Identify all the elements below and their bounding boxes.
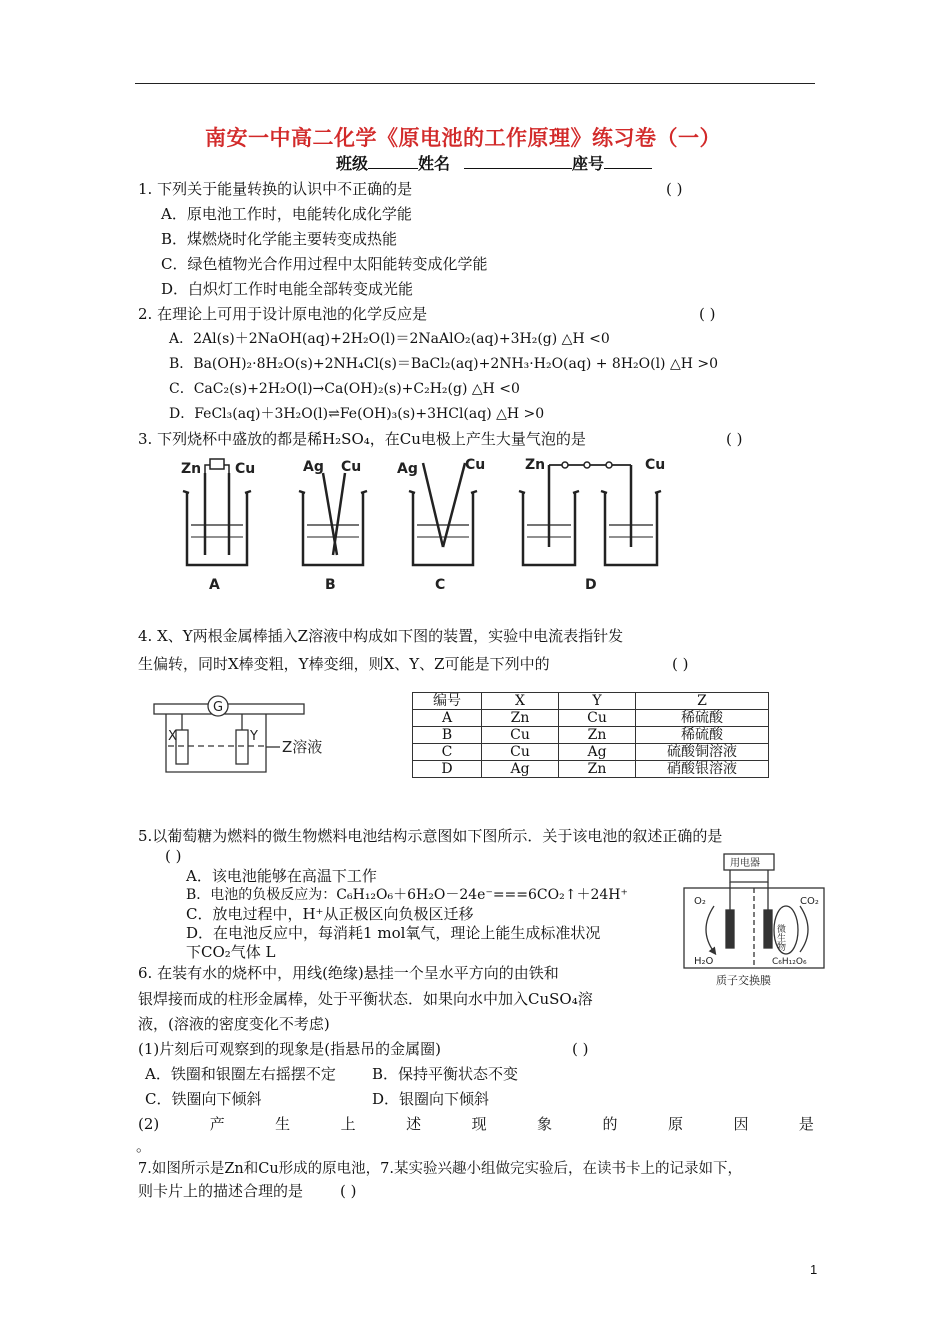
q6-option-c: C．铁圈向下倾斜 [145,1090,262,1108]
q6-sub2-word: 生 [275,1115,291,1133]
table-header-cell: X [482,693,559,710]
table-row [413,727,769,744]
q6-sub2-word: (2) [138,1115,160,1133]
q2-answer-paren[interactable]: ( ) [699,305,716,323]
q2-option-a: A．2Al(s)＋2NaOH(aq)+2H₂O(l)＝2NaAlO₂(aq)+3H₂(g) △H <0 [169,331,610,347]
q5-option-d-cont: 下CO₂气体 L [186,943,276,961]
q6-sub2-word: 是 [798,1115,814,1133]
q4-galvanometer-figure [150,692,350,778]
table-cell: Cu [482,727,559,744]
q6-sub2-word: 因 [733,1115,749,1133]
q6-stem-line1: 6. 在装有水的烧杯中，用线(绝缘)悬挂一个呈水平方向的由铁和 [138,964,559,982]
q5-answer-paren[interactable]: ( ) [165,847,182,865]
beaker-c-electrode-2: Cu [465,457,486,473]
table-cell: Cu [559,710,636,727]
beaker-d-label: D [585,577,597,593]
table-cell: A [413,710,482,727]
beaker-c-label: C [435,577,446,593]
table-cell: 硫酸铜溶液 [636,744,769,761]
h2o-label: H₂O [694,956,714,967]
electrode-y-label: Y [250,729,258,744]
q6-option-d: D．银圈向下倾斜 [372,1090,490,1108]
beaker-a-label: A [209,577,220,593]
table-cell: Zn [482,710,559,727]
z-solution-label: Z溶液 [282,738,323,756]
table-cell: Ag [559,744,636,761]
q6-sub2-word: 现 [471,1115,487,1133]
beaker-d-electrode-2: Cu [645,457,666,473]
q7-answer-paren[interactable]: ( ) [340,1182,357,1200]
q5-option-c: C．放电过程中，H⁺从正极区向负极区迁移 [186,905,474,923]
q2-option-d: D．FeCl₃(aq)＋3H₂O(l)⇌Fe(OH)₃(s)+3HCl(aq) △H >0 [169,406,545,422]
beaker-d [519,462,661,565]
q5-fuel-cell-figure [680,852,830,992]
q6-option-b: B．保持平衡状态不变 [372,1065,519,1083]
q6-sub2-word: 的 [602,1115,618,1133]
seat-blank[interactable] [604,154,652,169]
table-cell: Ag [482,761,559,778]
galvanometer-g-label: G [213,700,224,715]
name-label: 姓名 [418,154,451,173]
glucose-label: C₆H₁₂O₆ [772,957,807,967]
q6-stem-line3: 液，(溶液的密度变化不考虑) [138,1015,330,1033]
table-header-cell: Z [636,693,769,710]
q6-sub2-word: 象 [537,1115,553,1133]
beaker-b-electrode-2: Cu [341,459,362,475]
o2-label: O₂ [694,896,706,907]
class-label: 班级 [336,154,369,173]
q4-stem-line2: 生偏转，同时X棒变粗，Y棒变细，则X、Y、Z可能是下列中的 [138,655,550,673]
table-cell: Zn [559,761,636,778]
q7-stem-line1: 7.如图所示是Zn和Cu形成的原电池，7.某实验兴趣小组做完实验后，在读书卡上的记录如下， [138,1161,743,1177]
q4-stem-line1: 4. X、Y两根金属棒插入Z溶液中构成如下图的装置，实验中电流表指针发 [138,627,624,645]
membrane-label: 质子交换膜 [716,974,771,987]
q3-stem: 3. 下列烧杯中盛放的都是稀H₂SO₄，在Cu电极上产生大量气泡的是 [138,430,586,448]
q2-stem: 2. 在理论上可用于设计原电池的化学反应是 [138,305,428,323]
electrode-x-label: X [168,729,177,744]
name-blank[interactable] [464,154,572,169]
table-cell: Cu [482,744,559,761]
q4-options-table [412,692,769,778]
q1-option-d: D．白炽灯工作时电能全部转变成光能 [161,280,414,298]
microbe-label: 微生物 [775,924,785,951]
q6-stem-line2: 银焊接而成的柱形金属棒，处于平衡状态．如果向水中加入CuSO₄溶 [138,990,593,1008]
beaker-b-electrode-1: Ag [303,459,324,475]
table-cell: Zn [559,727,636,744]
q6-sub2-word: 原 [667,1115,683,1133]
table-cell: 稀硫酸 [636,710,769,727]
q1-option-a: A．原电池工作时，电能转化成化学能 [161,205,412,223]
q6-answer-paren[interactable]: ( ) [572,1040,589,1058]
table-row [413,761,769,778]
table-row [413,744,769,761]
q5-stem: 5.以葡萄糖为燃料的微生物燃料电池结构示意图如下图所示．关于该电池的叙述正确的是 [138,827,723,845]
beaker-b-label: B [325,577,336,593]
q3-answer-paren[interactable]: ( ) [726,430,743,448]
q2-option-b: B．Ba(OH)₂·8H₂O(s)+2NH₄Cl(s)＝BaCl₂(aq)+2NH₃·H₂O(aq) + 8H₂O(l) △H >0 [169,356,719,372]
table-header-cell: Y [559,693,636,710]
q6-sub2-line [138,1115,814,1133]
table-cell: B [413,727,482,744]
q1-stem: 1. 下列关于能量转换的认识中不正确的是 [138,180,413,198]
page-number: 1 [810,1262,818,1277]
beaker-c [409,463,477,565]
header-rule [135,83,815,84]
page-title: 南安一中高二化学《原电池的工作原理》练习卷（一） [205,126,721,150]
table-cell: C [413,744,482,761]
q5-option-d: D．在电池反应中，每消耗1 mol氧气，理论上能生成标准状况 [186,924,601,942]
q1-option-b: B．煤燃烧时化学能主要转变成热能 [161,230,398,248]
q5-option-b: B．电池的负极反应为：C₆H₁₂O₆＋6H₂O－24e⁻===6CO₂↑＋24H⁺ [186,887,628,903]
beaker-b [299,473,367,565]
table-cell: 硝酸银溶液 [636,761,769,778]
table-cell: D [413,761,482,778]
seat-label: 座号 [572,154,605,173]
table-header-cell: 编号 [413,693,482,710]
table-cell: 稀硫酸 [636,727,769,744]
q4-answer-paren[interactable]: ( ) [672,655,689,673]
q5-option-a: A．该电池能够在高温下工作 [186,867,377,885]
beaker-d-electrode-1: Zn [525,457,546,473]
q6-sub2-end: 。 [136,1137,152,1155]
beaker-c-electrode-1: Ag [397,461,418,477]
q6-sub2-word: 上 [340,1115,356,1133]
class-blank[interactable] [368,154,418,169]
beaker-a-electrode-2: Cu [235,461,256,477]
q7-stem-line2: 则卡片上的描述合理的是 [138,1182,304,1200]
q6-option-a: A．铁圈和银圈左右摇摆不定 [145,1065,336,1083]
device-label: 用电器 [730,858,760,869]
co2-label: CO₂ [800,896,819,907]
beaker-a-electrode-1: Zn [181,461,202,477]
q6-sub2-word: 产 [209,1115,225,1133]
table-header-row [413,693,769,710]
table-row [413,710,769,727]
q1-answer-paren[interactable]: ( ) [666,180,683,198]
q6-sub2-word: 述 [406,1115,422,1133]
q3-beakers-figure [175,455,695,595]
student-info-line [336,151,652,174]
q6-sub1: (1)片刻后可观察到的现象是(指悬吊的金属圈) [138,1040,441,1058]
q2-option-c: C．CaC₂(s)+2H₂O(l)→Ca(OH)₂(s)+C₂H₂(g) △H <0 [169,381,520,397]
q1-option-c: C．绿色植物光合作用过程中太阳能转变成化学能 [161,255,488,273]
